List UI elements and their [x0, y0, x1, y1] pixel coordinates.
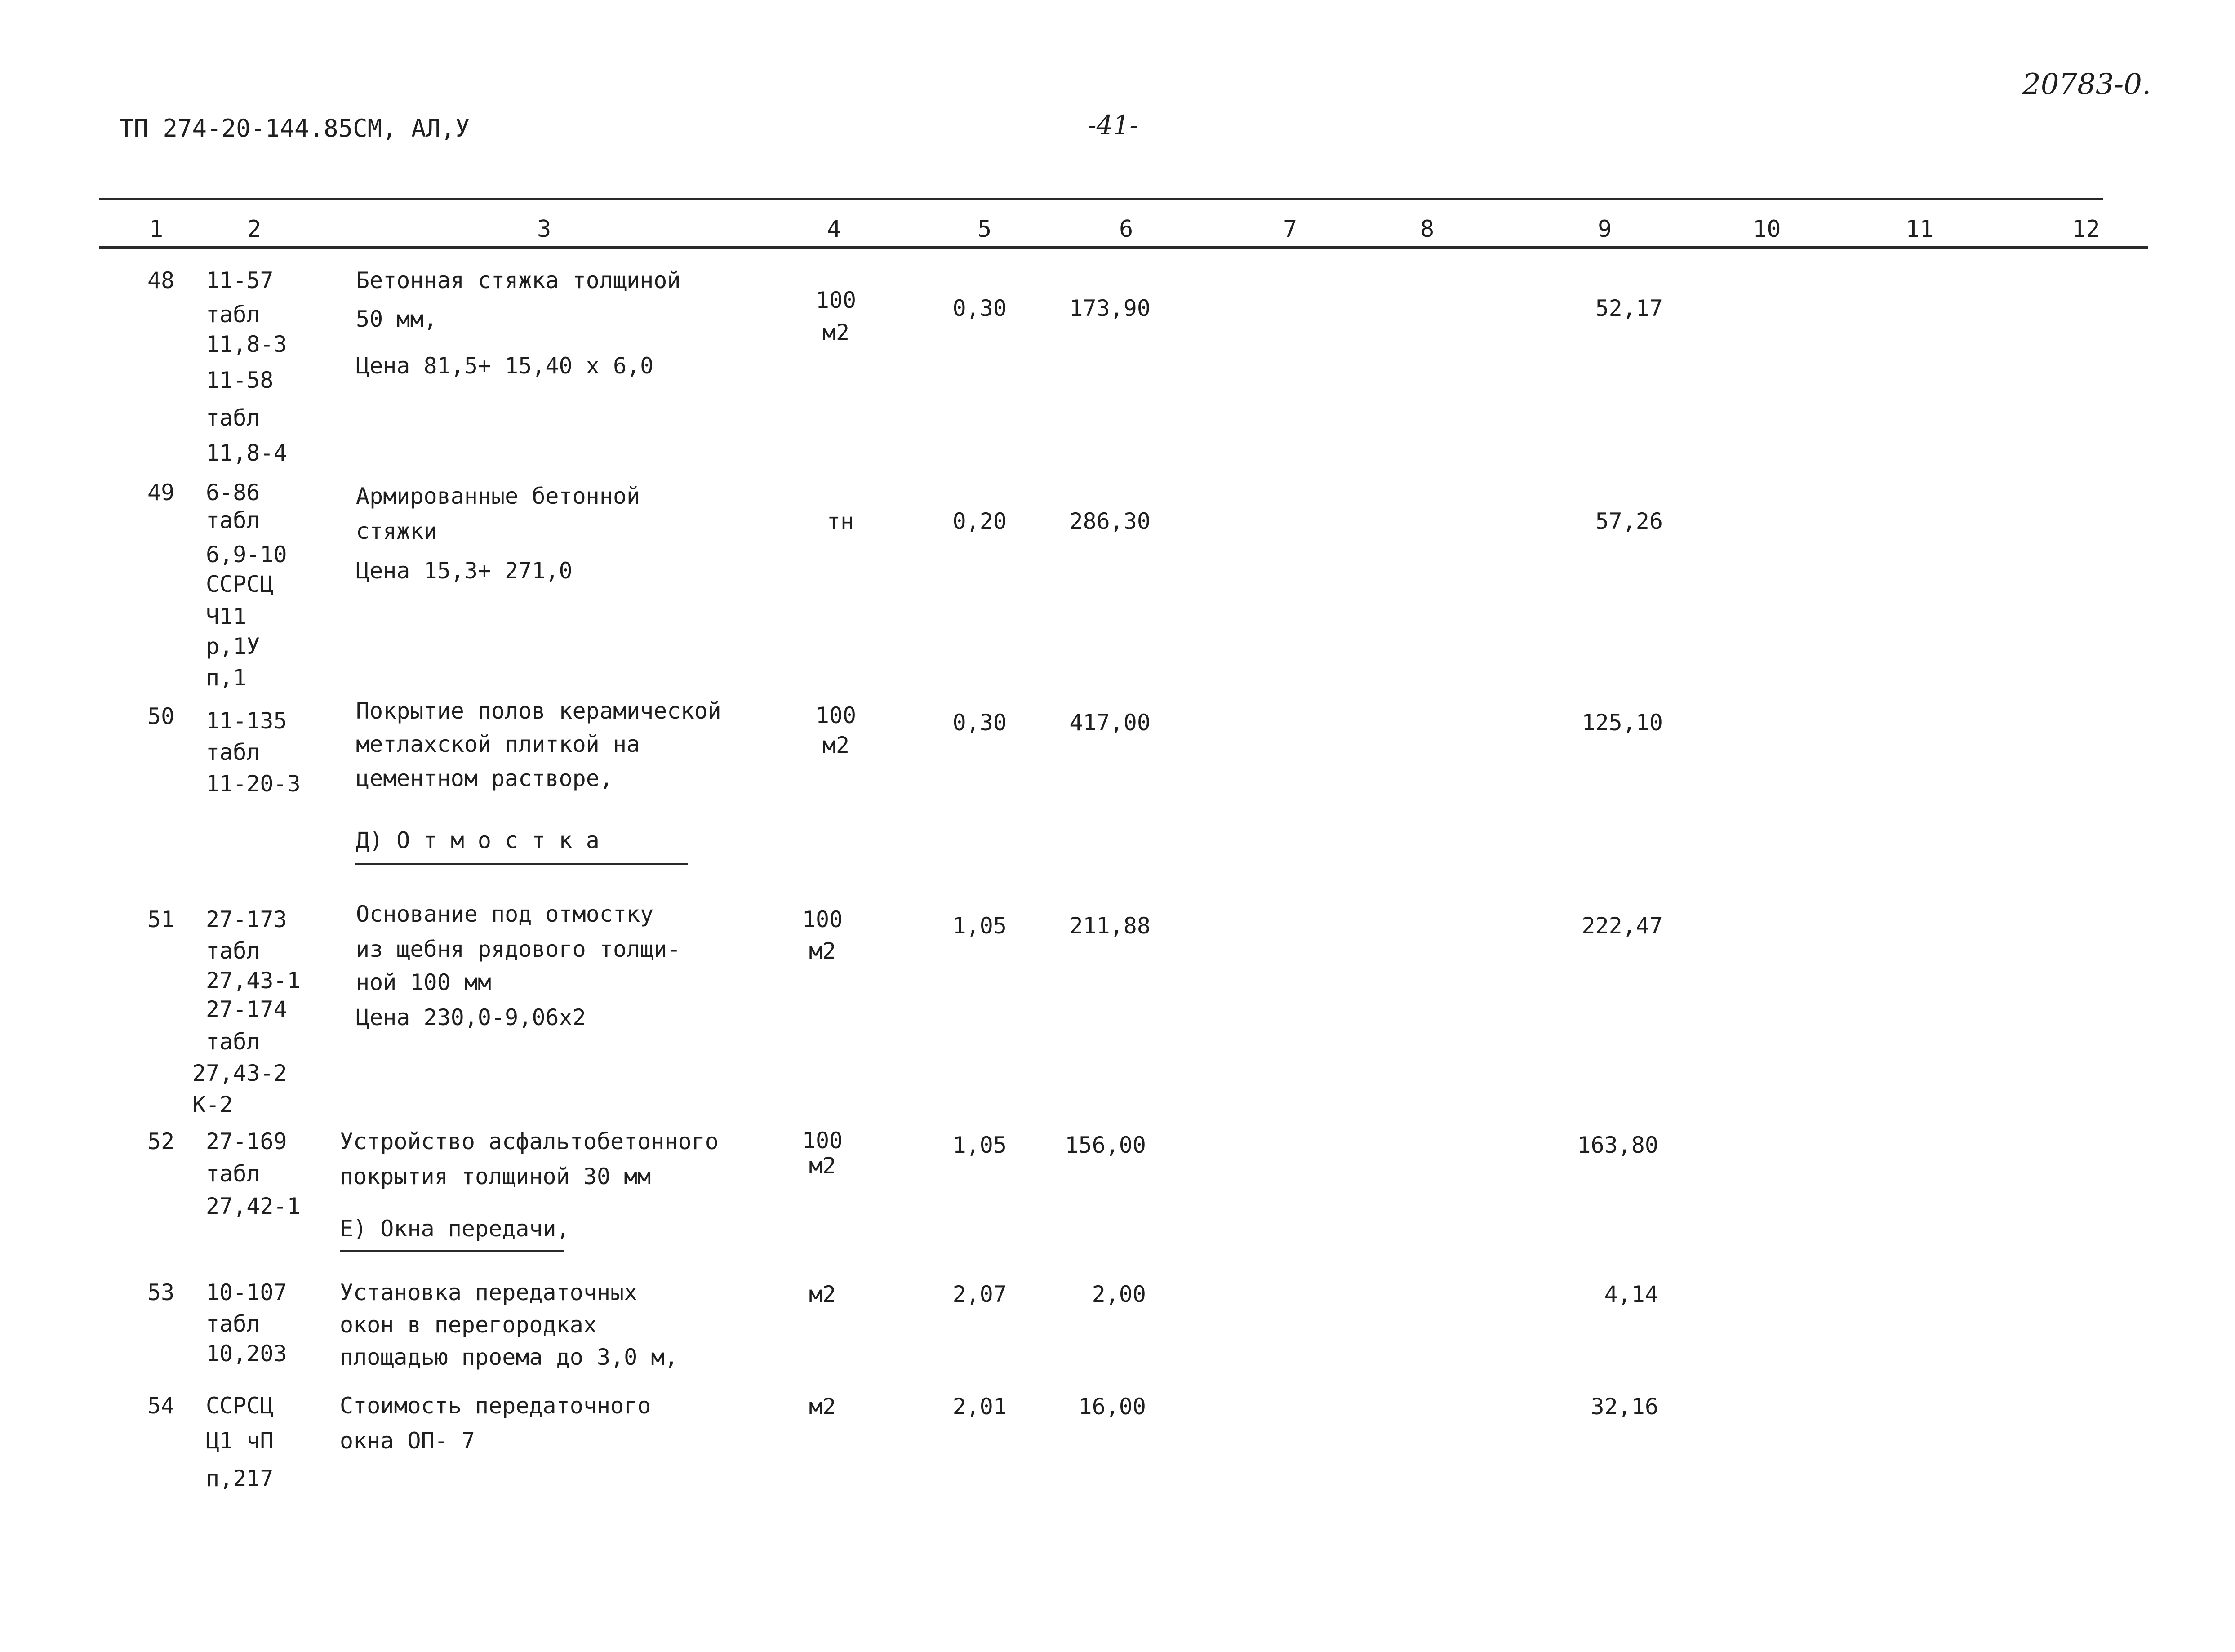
work-name-line: Устройство асфальтобетонного — [340, 1128, 719, 1155]
ref-code-line: 27,43-2 — [192, 1060, 287, 1086]
ref-code-line: п,217 — [206, 1465, 274, 1492]
column-header: 12 — [2072, 216, 2100, 243]
ref-code-line: 27-169 — [206, 1128, 287, 1155]
ref-code-line: табл — [206, 1161, 260, 1187]
ref-code-line: 11-57 — [206, 267, 274, 293]
ref-code-line: 27-174 — [206, 996, 287, 1022]
row-number: 48 — [147, 267, 175, 293]
work-name-line: Бетонная стяжка толщиной — [356, 267, 681, 293]
section-underline — [355, 863, 688, 865]
ref-code-line: табл — [206, 507, 260, 533]
total-cost-value: 57,26 — [1595, 508, 1663, 534]
work-name-line: окна ОП- 7 — [340, 1428, 475, 1454]
column-header: 8 — [1420, 216, 1435, 243]
unit-line: 100 — [802, 906, 843, 933]
work-name-line: из щебня рядового толщи- — [356, 936, 681, 962]
row-number: 54 — [147, 1393, 175, 1419]
ref-code-line: табл — [206, 938, 260, 964]
work-name-line: метлахской плиткой на — [356, 731, 640, 757]
work-name-line: окон в перегородках — [340, 1312, 597, 1338]
ref-code-line: 11,8-4 — [206, 440, 287, 466]
unit-line: 100 — [802, 1128, 843, 1154]
ref-code-line: п,1 — [206, 665, 247, 691]
row-number: 51 — [147, 906, 175, 933]
work-name-line: Основание под отмостку — [356, 901, 654, 927]
ref-code-line: табл — [206, 405, 260, 431]
unit-price-value: 417,00 — [1069, 710, 1151, 736]
unit-line: тн — [826, 508, 854, 534]
work-name-line: Покрытие полов керамической — [356, 698, 721, 724]
work-name-line: Армированные бетонной — [356, 483, 640, 509]
column-header: 2 — [247, 216, 262, 243]
ref-code-line: ССРСЦ — [206, 1393, 274, 1419]
row-number: 53 — [147, 1279, 175, 1306]
quantity-value: 1,05 — [952, 913, 1007, 939]
column-header: 7 — [1283, 216, 1297, 243]
work-name-line: Цена 81,5+ 15,40 х 6,0 — [356, 353, 654, 379]
row-number: 52 — [147, 1128, 175, 1155]
quantity-value: 0,30 — [952, 295, 1007, 321]
row-number: 49 — [147, 480, 175, 506]
work-name-line: 50 мм, — [356, 306, 437, 332]
ref-code-line: табл — [206, 302, 260, 328]
ref-code-line: табл — [206, 739, 260, 765]
work-name-line: Цена 15,3+ 271,0 — [356, 558, 573, 584]
ref-code-line: 6,9-10 — [206, 542, 287, 568]
ref-code-line: ССРСЦ — [206, 571, 274, 597]
quantity-value: 2,07 — [952, 1281, 1007, 1307]
ref-code-line: 10-107 — [206, 1279, 287, 1306]
ref-code-line: 27,42-1 — [206, 1193, 301, 1219]
total-cost-value: 4,14 — [1604, 1281, 1658, 1307]
total-cost-value: 32,16 — [1591, 1394, 1658, 1420]
unit-price-value: 16,00 — [1078, 1394, 1146, 1420]
ref-code-line: 10,203 — [206, 1341, 287, 1367]
unit-price-value: 211,88 — [1069, 913, 1151, 939]
page-number: -41- — [1088, 110, 1138, 140]
work-name-line: Стоимость передаточного — [340, 1393, 651, 1419]
section-heading: Д) О т м о с т к а — [356, 827, 600, 853]
total-cost-value: 125,10 — [1582, 710, 1663, 736]
ref-code-line: Ч11 — [206, 604, 247, 630]
table-header-rule — [99, 246, 2148, 249]
unit-price-value: 156,00 — [1065, 1132, 1146, 1158]
section-underline — [340, 1250, 564, 1252]
ref-code-line: табл — [206, 1311, 260, 1337]
column-header: 1 — [149, 216, 164, 243]
ref-code-line: К-2 — [192, 1092, 233, 1118]
unit-price-value: 2,00 — [1092, 1281, 1146, 1307]
document-code: ТП 274-20-144.85СМ, АЛ,У — [119, 114, 470, 142]
quantity-value: 2,01 — [952, 1394, 1007, 1420]
ref-code-line: 6-86 — [206, 480, 260, 506]
row-number: 50 — [147, 703, 175, 729]
unit-line: м2 — [822, 320, 850, 346]
total-cost-value: 163,80 — [1577, 1132, 1658, 1158]
quantity-value: 0,30 — [952, 710, 1007, 736]
column-header: 11 — [1906, 216, 1934, 243]
ref-code-line: 11-135 — [206, 708, 287, 734]
unit-price-value: 286,30 — [1069, 508, 1151, 534]
work-name-line: цементном растворе, — [356, 765, 613, 791]
section-heading: Е) Окна передачи, — [340, 1216, 570, 1242]
unit-line: м2 — [809, 1153, 836, 1179]
work-name-line: Установка передаточных — [340, 1279, 638, 1306]
unit-line: м2 — [822, 732, 850, 758]
unit-line: 100 — [815, 287, 857, 313]
work-name-line: покрытия толщиной 30 мм — [340, 1164, 651, 1190]
ref-code-line: 27-173 — [206, 906, 287, 933]
unit-line: м2 — [809, 1394, 836, 1420]
ref-code-line: 11,8-3 — [206, 331, 287, 357]
quantity-value: 1,05 — [952, 1132, 1007, 1158]
column-header: 4 — [827, 216, 841, 243]
column-header: 3 — [537, 216, 551, 243]
total-cost-value: 222,47 — [1582, 913, 1663, 939]
total-cost-value: 52,17 — [1595, 295, 1663, 321]
unit-price-value: 173,90 — [1069, 295, 1151, 321]
quantity-value: 0,20 — [952, 508, 1007, 534]
ref-code-line: Ц1 чП — [206, 1428, 274, 1454]
ref-code-line: 11-20-3 — [206, 771, 301, 797]
column-header: 9 — [1598, 216, 1612, 243]
archive-number: 20783-0. — [2022, 68, 2151, 101]
ref-code-line: табл — [206, 1029, 260, 1055]
column-header: 6 — [1119, 216, 1133, 243]
work-name-line: площадью проема до 3,0 м, — [340, 1344, 678, 1370]
column-header: 10 — [1753, 216, 1781, 243]
unit-line: м2 — [809, 1281, 836, 1307]
ref-code-line: 11-58 — [206, 367, 274, 393]
ref-code-line: р,1У — [206, 633, 260, 659]
work-name-line: стяжки — [356, 518, 437, 544]
table-top-rule — [99, 198, 2103, 200]
work-name-line: Цена 230,0-9,06х2 — [356, 1004, 586, 1030]
column-header: 5 — [978, 216, 992, 243]
unit-line: 100 — [815, 702, 857, 728]
work-name-line: ной 100 мм — [356, 969, 492, 995]
ref-code-line: 27,43-1 — [206, 968, 301, 994]
unit-line: м2 — [809, 938, 836, 964]
